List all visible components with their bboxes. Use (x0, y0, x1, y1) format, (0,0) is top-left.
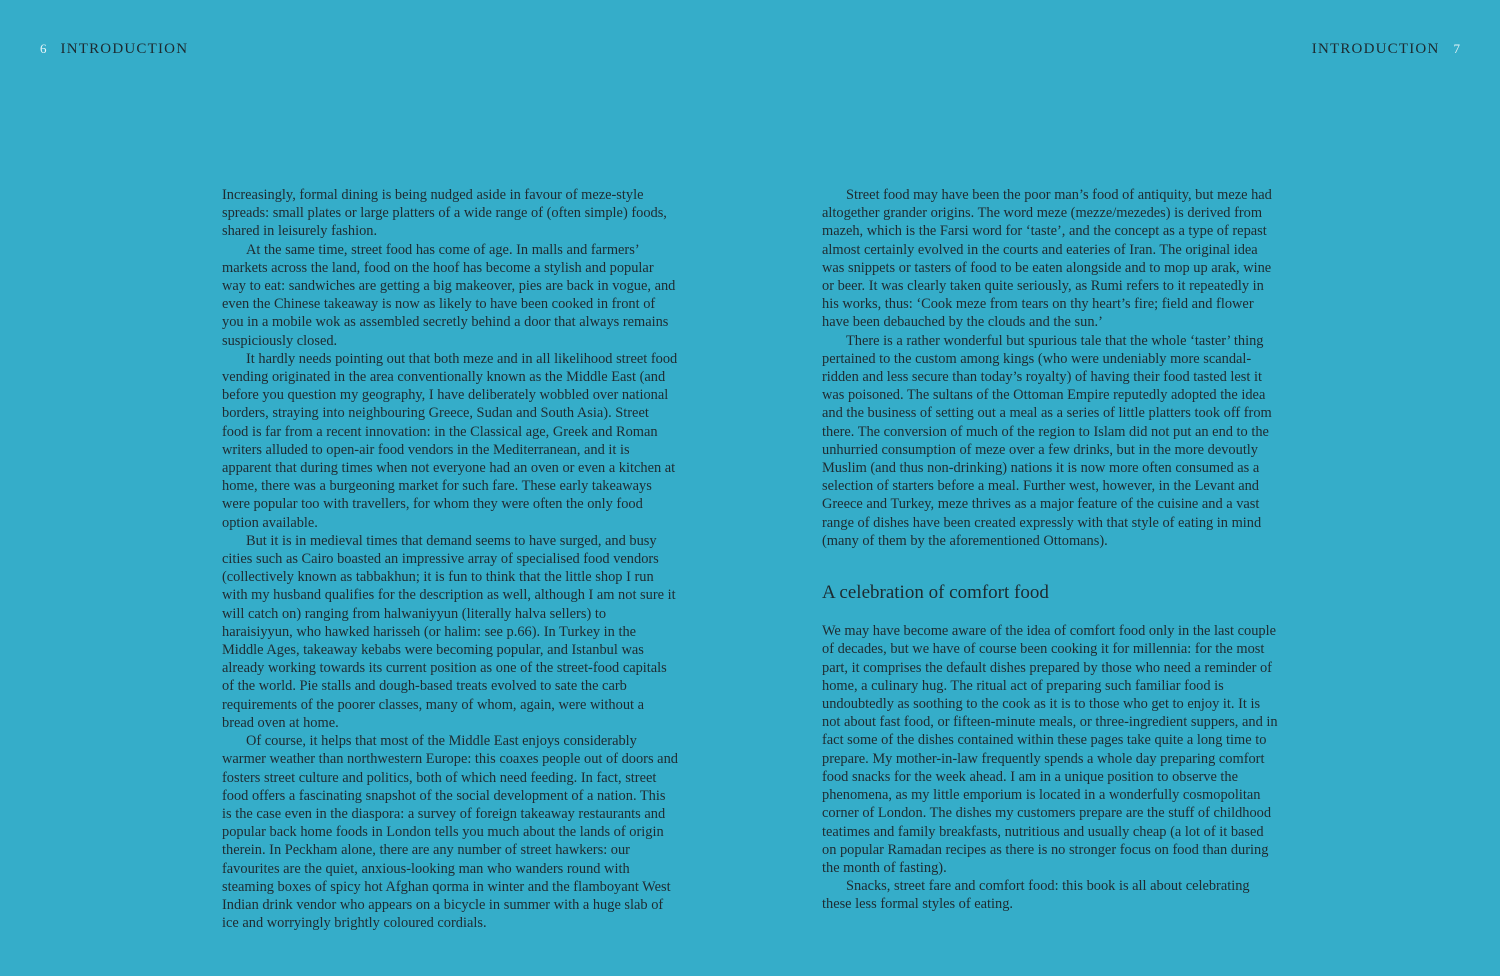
left-running-head (40, 41, 188, 58)
right-running-head (1312, 41, 1460, 58)
right-paragraph: Snacks, street fare and comfort food: this book is all about celebrating these less formal styles of eating. (822, 878, 1250, 913)
right-page-number: 7 (1453, 41, 1460, 56)
left-paragraph: Of course, it helps that most of the Middle East enjoys considerably warmer weather than northwestern Europe: this coaxes people out of doors and fosters street culture and politics, both of which need feeding. In fact, street food offers a fascinating snapshot of the social development of a nation. This is the case even in the diaspora: a survey of foreign takeaway restaurants and popular back home foods in London tells you much about the lands of origin therein. In Peckham alone, there are any number of street hawkers: our favourites are the quiet, anxious-looking man who wanders round with steaming boxes of spicy hot Afghan qorma in winter and the flamboyant West Indian drink vendor who appears on a bicycle in summer with a huge slab of ice and worryingly brightly coloured cordials. (222, 733, 678, 932)
right-paragraph: Street food may have been the poor man’s food of antiquity, but meze had altogether grander origins. The word meze (mezze/mezedes) is derived from mazeh, which is the Farsi word for ‘taste’, and the concept as a type of repast almost certainly evolved in the courts and eateries of Iran. The original idea was snippets or tasters of food to be eaten alongside and to mop up arak, wine or beer. It was clearly taken quite seriously, as Rumi refers to it repeatedly in his works, thus: ‘Cook meze from tears on thy heart’s fire; field and flower have been debauched by the clouds and the sun.’ (822, 187, 1272, 331)
right-running-title: INTRODUCTION (1311, 41, 1440, 57)
left-page-text-column (222, 186, 678, 932)
left-paragraph: Increasingly, formal dining is being nudged aside in favour of meze-style spreads: small plates or large platters of a wide range of (often simple) foods, shared in leisurely fashion. (222, 187, 667, 240)
section-heading: A celebration of comfort food (822, 582, 1049, 604)
left-paragraph: It hardly needs pointing out that both meze and in all likelihood street food vending originated in the area conventionally known as the Middle East (and before you question my geography, I have deliberately wobbled over national borders, straying into neighbouring Greece, Sudan and South Asia). Street food is far from a recent innovation: in the Classical age, Greek and Roman writers alluded to open-air food vendors in the Mediterranean, and it is apparent that during times when not everyone had an oven or even a kitchen at home, there was a burgeoning market for such fare. These early takeaways were popular too with travellers, for whom they were often the only food option available. (222, 350, 678, 531)
left-paragraph: But it is in medieval times that demand seems to have surged, and busy cities such as Cairo boasted an impressive array of specialised food vendors (collectively known as tabbakhun; it is fun to think that the little shop I run with my husband qualifies for the description as well, although I am not sure it will catch on) ranging from halwaniyyun (literally halva sellers) to haraisiyyun, who hawked harisseh (or halim: see p.66). In Turkey in the Middle Ages, takeaway kebabs were becoming popular, and Istanbul was already working towards its current position as one of the street-food capitals of the world. Pie stalls and dough-based treats evolved to sate the carb requirements of the poorer classes, many of whom, again, were without a bread oven at home. (222, 532, 676, 731)
left-running-title: INTRODUCTION (60, 41, 189, 57)
right-paragraph: There is a rather wonderful but spurious tale that the whole ‘taster’ thing pertained to the custom among kings (who were undeniably more scandal-ridden and less secure than today’s royalty) of having their food tasted lest it was poisoned. The sultans of the Ottoman Empire reputedly adopted the idea and the business of setting out a meal as a series of little platters took off from there. The conversion of much of the region to Islam did not put an end to the unhurried consumption of meze over a few drinks, but in the more devoutly Muslim (and thus non-drinking) nations it is now more often consumed as a selection of starters before a meal. Further west, however, in the Levant and Greece and Turkey, meze thrives as a major feature of the cuisine and a vast range of dishes have been created expressly with that style of eating in mind (many of them by the aforementioned Ottomans). (822, 332, 1272, 549)
left-paragraph: At the same time, street food has come of age. In malls and farmers’ markets across the land, food on the hoof has become a stylish and popular way to eat: sandwiches are getting a big makeover, pies are back in vogue, and even the Chinese takeaway is now as likely to have been cooked in front of you in a mobile wok as assembled secretly behind a door that always remains suspiciously closed. (222, 241, 676, 349)
right-page-text-column (822, 186, 1280, 914)
right-paragraph: We may have become aware of the idea of comfort food only in the last couple of decades, but we have of course been cooking it for millennia: for the most part, it comprises the default dishes prepared by those who need a reminder of home, a culinary hug. The ritual act of preparing such familiar food is undoubtedly as soothing to the cook as it is to those who get to enjoy it. It is not about fast food, or fifteen-minute meals, or three-ingredient suppers, and in fact some of the dishes contained within these pages take quite a long time to prepare. My mother-in-law frequently spends a whole day preparing comfort food snacks for the week ahead. I am in a unique position to observe the phenomena, as my little emporium is located in a wonderfully cosmopolitan corner of London. The dishes my customers prepare are the stuff of childhood teatimes and family breakfasts, nutritious and usually cheap (a lot of it based on popular Ramadan recipes as there is no stronger focus on food than during the month of fasting). (822, 623, 1278, 876)
left-page-number: 6 (40, 41, 47, 56)
